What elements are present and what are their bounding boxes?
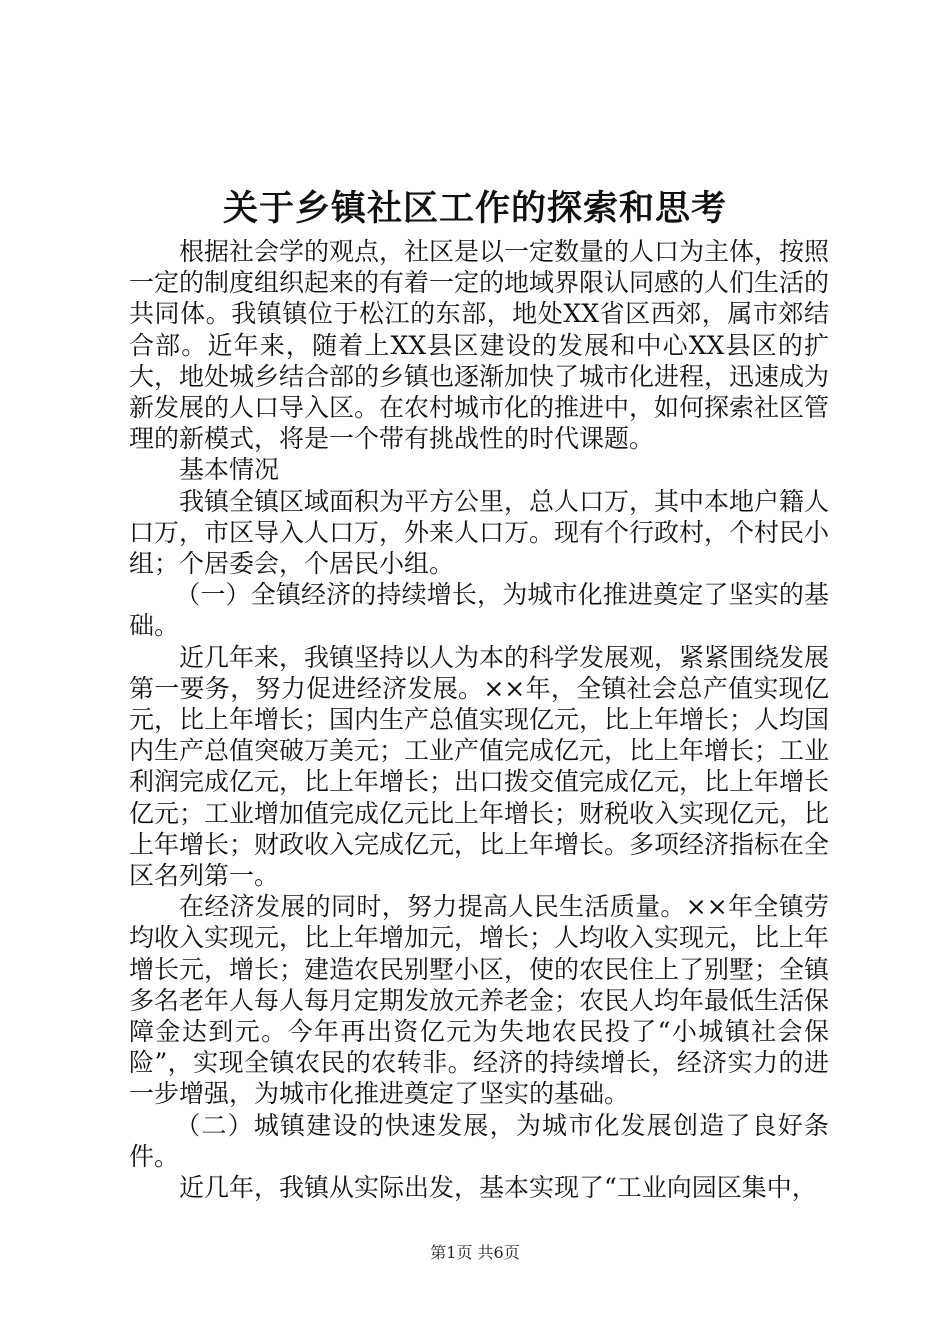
paragraph-construction: 近几年，我镇从实际出发，基本实现了“工业向园区集中， [179,1173,817,1203]
paragraph-economy: 近几年来，我镇坚持以人为本的科学发展观，紧紧围绕发展第一要务，努力促进经济发展。××年，全镇社会总产值实现亿元，比上年增长；国内生产总值实现亿元，比上年增长；人均国内生产总值突破万美元；工业产值完成亿元，比上年增长；工业利润完成亿元，比上年增长；出口拨交值完成亿元，比上年增长亿元；工业增加值完成亿元比上年增长；财税收入实现亿元，比上年增长；财政收入完成亿元，比上年增长。多项经济指标在全区名列第一。 [129,642,830,891]
page-number: 第1页 共6页 [430,1243,520,1262]
page-footer [0,1243,950,1263]
subheading-economy: （一）全镇经济的持续增长，为城市化推进奠定了坚实的基础。 [129,580,829,641]
subheading-town-construction: （二）城镇建设的快速发展，为城市化发展创造了良好条件。 [129,1110,829,1171]
document-title: 关于乡镇社区工作的探索和思考 [222,188,727,229]
document-body [129,236,829,1203]
paragraph-living-standard: 在经济发展的同时，努力提高人民生活质量。××年全镇劳均收入实现元，比上年增加元，增长；人均收入实现元，比上年增长元，增长；建造农民别墅小区，使的农民住上了别墅；全镇多名老年人每人每月定期发放元养老金；农民人均年最低生活保障金达到元。今年再出资亿元为失地农民投了“小城镇社会保险”，实现全镇农民的农转非。经济的持续增长，经济实力的进一步增强，为城市化推进奠定了坚实的基础。 [129,892,830,1109]
section-heading-basic-situation: 基本情况 [179,455,280,485]
paragraph-intro: 根据社会学的观点，社区是以一定数量的人口为主体，按照一定的制度组织起来的有着一定的地域界限认同感的人们生活的共同体。我镇镇位于松江的东部，地处XX省区西郊，属市郊结合部。近年来，随着上XX县区建设的发展和中心XX县区的扩大，地处城乡结合部的乡镇也逐渐加快了城市化进程，迅速成为新发展的人口导入区。在农村城市化的推进中，如何探索社区管理的新模式，将是一个带有挑战性的时代课题。 [129,237,830,454]
paragraph-area-population: 我镇全镇区域面积为平方公里，总人口万，其中本地户籍人口万，市区导入人口万，外来人口万。现有个行政村，个村民小组；个居委会，个居民小组。 [129,486,830,579]
